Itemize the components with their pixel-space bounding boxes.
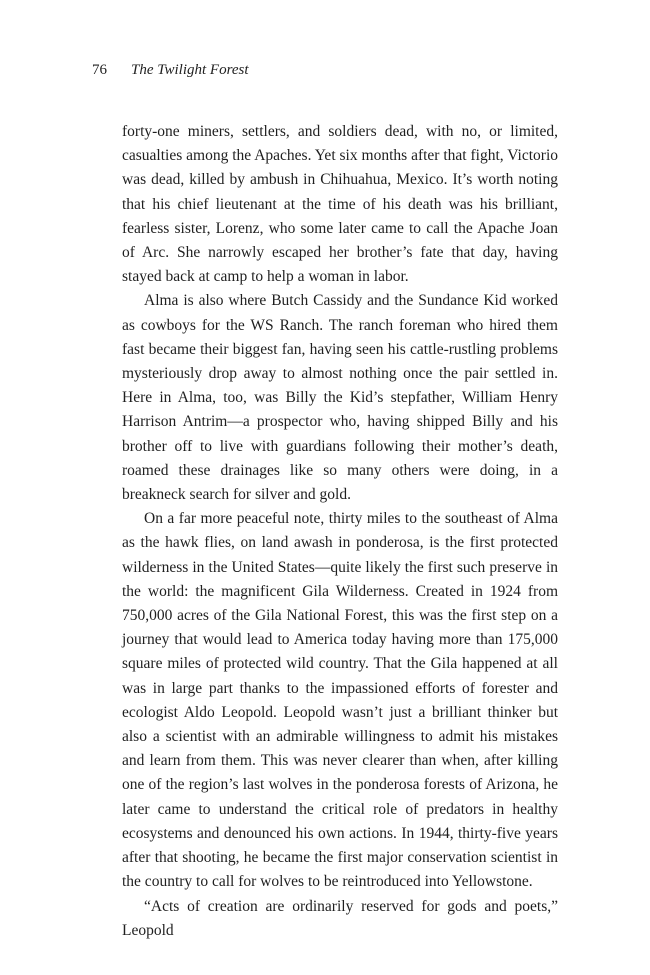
paragraph-4: “Acts of creation are ordinarily reserved for gods and poets,” Leopold xyxy=(122,897,558,939)
paragraph-1: forty-one miners, settlers, and soldiers dead, with no, or limited, casualties among the Apaches. Yet six months after that fight, Victorio was dead, killed by ambush in Chihuahua, Mexico. It’s worth noting that his chief lieutenant at the time of his death was his brilliant, fearless sister, Lorenz, who some later came to call the Apache Joan of Arc. She narrowly escaped her brother’s fate that day, having stayed back at camp to help a woman in labor. xyxy=(122,123,558,286)
body-text xyxy=(122,120,558,943)
paragraph-2: Alma is also where Butch Cassidy and the Sundance Kid worked as cowboys for the WS Ranch. The ranch foreman who hired them fast became their biggest fan, having seen his cattle-rustling problems mysteriously drop away to almost nothing once the pair settled in. Here in Alma, too, was Billy the Kid’s stepfather, William Henry Harrison Antrim—a prospector who, having shipped Billy and his brother off to live with guardians following their mother’s death, roamed these drainages like so many others were doing, in a breakneck search for silver and gold. xyxy=(122,292,558,504)
paragraph-3: On a far more peaceful note, thirty miles to the southeast of Alma as the hawk flies, on land awash in ponderosa, is the first protected wilderness in the United States—quite likely the first such preserve in the world: the magnificent Gila Wilderness. Created in 1924 from 750,000 acres of the Gila National Forest, this was the first step on a journey that would lead to America today having more than 175,000 square miles of protected wild country. That the Gila happened at all was in large part thanks to the impassioned efforts of forester and ecologist Aldo Leopold. Leopold wasn’t just a brilliant thinker but also a scientist with an admirable willingness to admit his mistakes and learn from them. This was never clearer than when, after killing one of the region’s last wolves in the ponderosa forests of Arizona, he later came to understand the critical role of predators in healthy ecosystems and denounced his own actions. In 1944, thirty-five years after that shooting, he became the first major conservation scientist in the country to call for wolves to be reintroduced into Yellowstone. xyxy=(122,510,558,891)
page-number: 76 xyxy=(92,62,107,78)
running-header xyxy=(92,60,249,80)
running-title: The Twilight Forest xyxy=(131,62,249,78)
